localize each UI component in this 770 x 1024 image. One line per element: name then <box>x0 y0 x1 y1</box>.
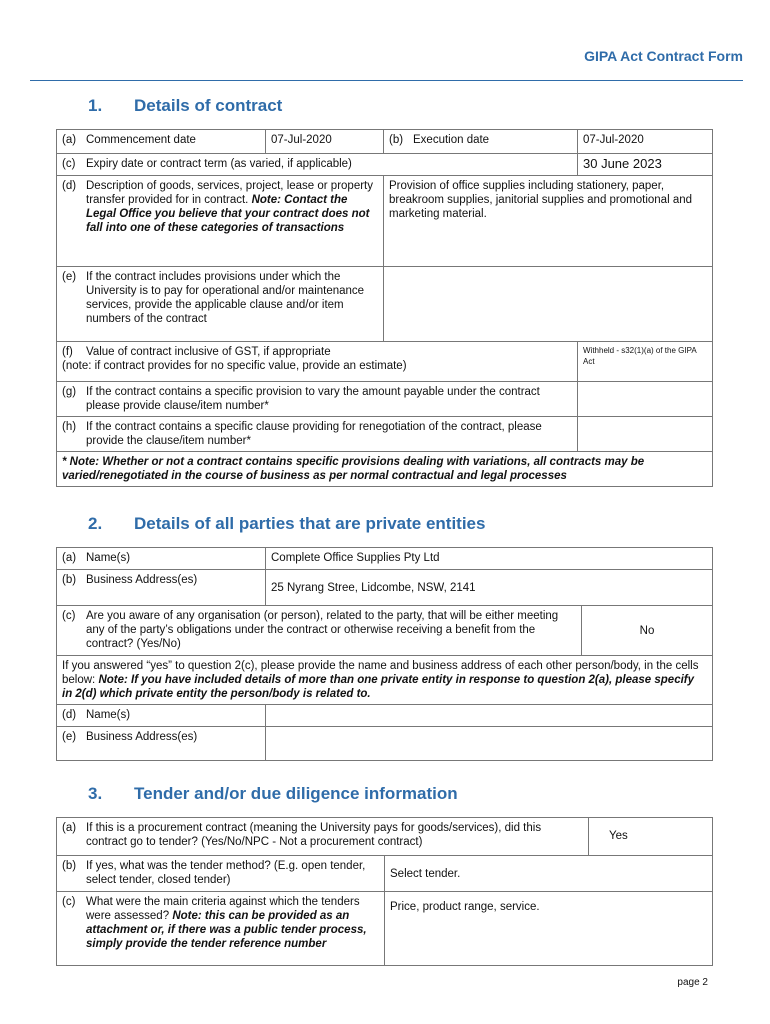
expiry-date-value: 30 June 2023 <box>578 154 713 176</box>
variation-note: * Note: Whether or not a contract contains specific provisions dealing with variations, all contracts may be varied/renegotiated in the course of business as per normal contractual and legal processes <box>57 452 713 487</box>
commencement-date-value: 07-Jul-2020 <box>266 130 384 154</box>
related-party-value: No <box>582 606 713 656</box>
row-entity-name-label: (a) Name(s) <box>57 548 266 570</box>
instructions-note: Note: If you have included details of more than one private entity in response to question 2(a), please specify in 2(d) which private entity the person/body is related to. <box>62 674 695 700</box>
variation-clause-value <box>578 382 713 417</box>
row-renegotiation-clause-label: (h) If the contract contains a specific clause providing for renegotiation of the contract, please provide the clause/item number* <box>57 417 578 452</box>
row-entity-address-label: (b) Business Address(es) <box>57 570 266 606</box>
row-execution-date-label: (b) Execution date <box>384 130 578 154</box>
contract-value: Withheld - s32(1)(a) of the GIPA Act <box>578 342 713 382</box>
related-name-value <box>266 705 713 727</box>
section-title: Details of all parties that are private entities <box>134 514 486 533</box>
execution-date-value: 07-Jul-2020 <box>578 130 713 154</box>
section-number: 1. <box>88 96 103 115</box>
row-tender-label: (a) If this is a procurement contract (meaning the University pays for goods/services), did this contract go to tender? (Yes/No/NPC - Not a procurement contract) <box>57 818 589 856</box>
section-number: 2. <box>88 514 103 533</box>
related-address-value <box>266 727 713 761</box>
section-title: Tender and/or due diligence information <box>134 784 458 803</box>
row-contract-value-label: (f) Value of contract inclusive of GST, if appropriate (note: if contract provides for no specific value, provide an estimate) <box>57 342 578 382</box>
header-rule <box>30 80 743 81</box>
criteria-note: Note: this can be provided as an attachment or, if there was a public tender process, simply provide the tender reference number <box>86 910 367 950</box>
entity-name-value: Complete Office Supplies Pty Ltd <box>266 548 713 570</box>
row-description-label: (d) Description of goods, services, project, lease or property transfer provided for in contract. Note: Contact the Legal Office you believe that your contract does not fall into one of these categories of transactions <box>57 176 384 267</box>
tender-criteria-value: Price, product range, service. <box>385 892 713 966</box>
maintenance-value <box>384 267 713 342</box>
instructions-text: If you answered “yes” to question 2(c), please provide the name and business address of each other person/body, in the cells below: <box>62 660 699 686</box>
row-related-address-label: (e) Business Address(es) <box>57 727 266 761</box>
section-title: Details of contract <box>134 96 283 115</box>
related-party-instructions <box>57 656 713 705</box>
tender-value: Yes <box>589 818 713 856</box>
page-number: page 2 <box>677 977 708 988</box>
description-text: Description of goods, services, project, lease or property transfer provided for in contract. <box>86 180 373 206</box>
contract-details-table <box>56 129 713 487</box>
description-value: Provision of office supplies including stationery, paper, breakroom supplies, janitorial supplies and promotional and marketing material. <box>384 176 713 267</box>
row-variation-clause-label: (g) If the contract contains a specific provision to vary the amount payable under the contract please provide clause/item number* <box>57 382 578 417</box>
criteria-text: What were the main criteria against which the tenders were assessed? <box>86 896 360 922</box>
renegotiation-clause-value <box>578 417 713 452</box>
section-number: 3. <box>88 784 103 803</box>
row-maintenance-label: (e) If the contract includes provisions under which the University is to pay for operational and/or maintenance services, provide the applicable clause and/or item numbers of the contract <box>57 267 384 342</box>
tender-table <box>56 817 713 966</box>
row-related-party-label: (c) Are you aware of any organisation (or person), related to the party, that will be either meeting any of the party’s obligations under the contract or otherwise receiving a benefit from the contract? (Yes/No) <box>57 606 582 656</box>
tender-method-value: Select tender. <box>385 856 713 892</box>
row-tender-criteria-label: (c) What were the main criteria against which the tenders were assessed? Note: this can be provided as an attachment or, if there was a public tender process, simply provide the tender reference number <box>57 892 385 966</box>
contract-value-note: (note: if contract provides for no specific value, provide an estimate) <box>62 360 407 372</box>
private-entities-table <box>56 547 713 761</box>
entity-address-value: 25 Nyrang Stree, Lidcombe, NSW, 2141 <box>266 570 713 606</box>
form-title: GIPA Act Contract Form <box>584 48 743 64</box>
row-commencement-date-label: (a) Commencement date <box>57 130 266 154</box>
description-note: Note: Contact the Legal Office you believe that your contract does not fall into one of these categories of transactions <box>86 194 370 234</box>
row-related-name-label: (d) Name(s) <box>57 705 266 727</box>
row-expiry-date-label: (c) Expiry date or contract term (as varied, if applicable) <box>57 154 578 176</box>
row-tender-method-label: (b) If yes, what was the tender method? (E.g. open tender, select tender, closed tender) <box>57 856 385 892</box>
